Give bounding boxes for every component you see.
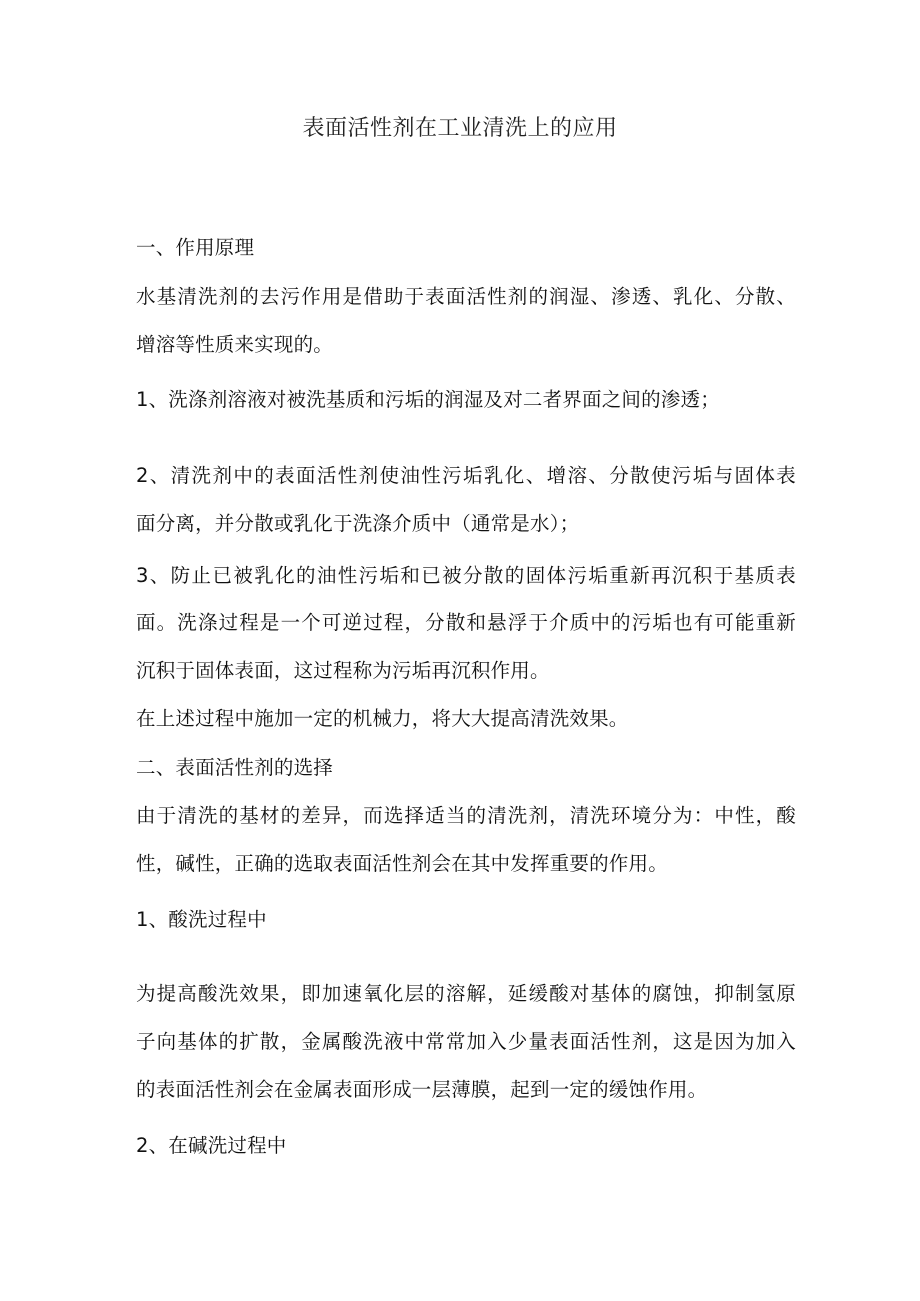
paragraph-line: 为提高酸洗效果，即加速氧化层的溶解，延缓酸对基体的腐蚀，抑制氢原 [136, 982, 796, 1005]
subsection-heading-acid: 1、酸洗过程中 [136, 908, 267, 931]
paragraph-line: 子向基体的扩散，金属酸洗液中常常加入少量表面活性剂，这是因为加入 [136, 1030, 796, 1053]
list-item-3-cont: 沉积于固体表面，这过程称为污垢再沉积作用。 [136, 659, 550, 682]
list-item-2: 2、清洗剂中的表面活性剂使油性污垢乳化、增溶、分散使污垢与固体表 [136, 464, 796, 487]
paragraph-line: 性，碱性，正确的选取表面活性剂会在其中发挥重要的作用。 [136, 852, 668, 875]
list-item-3: 3、防止已被乳化的油性污垢和已被分散的固体污垢重新再沉积于基质表 [136, 564, 796, 587]
list-item-3-cont: 面。洗涤过程是一个可逆过程，分散和悬浮于介质中的污垢也有可能重新 [136, 611, 796, 634]
section-heading-selection: 二、表面活性剂的选择 [136, 756, 334, 779]
paragraph-conclusion: 在上述过程中施加一定的机械力，将大大提高清洗效果。 [136, 707, 629, 730]
paragraph-line: 增溶等性质来实现的。 [136, 333, 334, 356]
paragraph-line: 的表面活性剂会在金属表面形成一层薄膜，起到一定的缓蚀作用。 [136, 1078, 708, 1101]
paragraph-line: 水基清洗剂的去污作用是借助于表面活性剂的润湿、渗透、乳化、分散、 [136, 285, 796, 308]
subsection-heading-alkali: 2、在碱洗过程中 [136, 1134, 287, 1157]
section-heading-principle: 一、作用原理 [136, 236, 255, 259]
list-item-1: 1、洗涤剂溶液对被洗基质和污垢的润湿及对二者界面之间的渗透； [136, 388, 720, 411]
paragraph-line: 由于清洗的基材的差异，而选择适当的清洗剂，清洗环境分为：中性，酸 [136, 804, 796, 827]
document-title: 表面活性剂在工业清洗上的应用 [302, 116, 618, 141]
list-item-2-cont: 面分离，并分散或乳化于洗涤介质中（通常是水）； [136, 512, 580, 535]
